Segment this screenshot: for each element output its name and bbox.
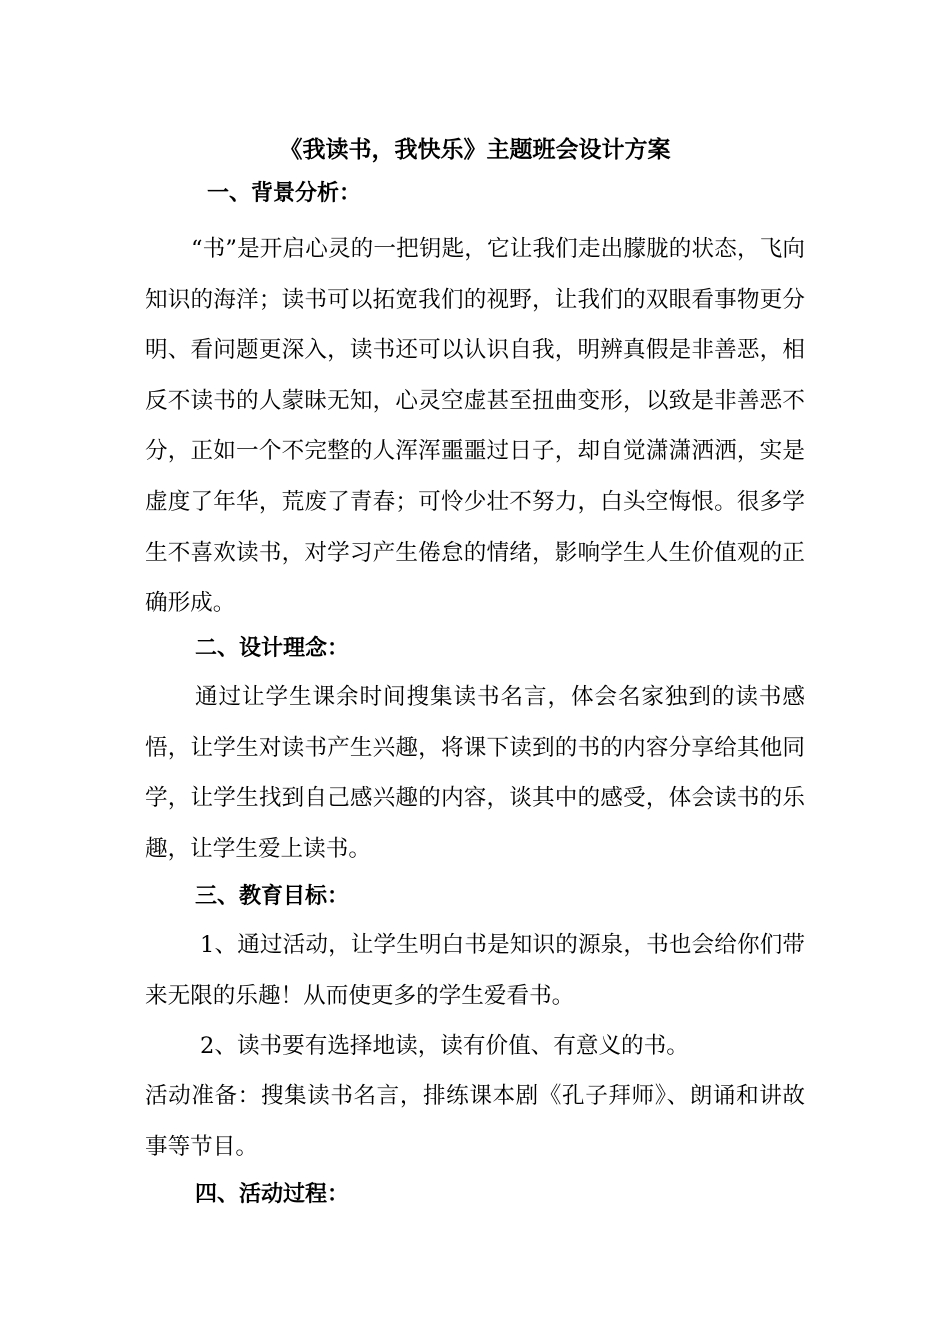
goal-item-1: 1、通过活动，让学生明白书是知识的源泉，书也会给你们带来无限的乐趣！从而使更多的学生爱看书。 (145, 932, 805, 1009)
section-heading-design-concept: 二、设计理念： (195, 636, 350, 661)
section-heading-activity-process: 四、活动过程： (195, 1182, 350, 1207)
goal-item-2: 2、读书要有选择地读，读有价值、有意义的书。 (200, 1033, 689, 1059)
section-heading-background: 一、背景分析： (207, 181, 362, 206)
paragraph-design-concept: 通过让学生课余时间搜集读书名言，体会名家独到的读书感悟，让学生对读书产生兴趣，将课下读到的书的内容分享给其他同学，让学生找到自己感兴趣的内容，谈其中的感受，体会读书的乐趣，让学生爱上读书。 (145, 684, 805, 862)
paragraph-background: “书”是开启心灵的一把钥匙，它让我们走出朦胧的状态，飞向知识的海洋；读书可以拓宽我们的视野，让我们的双眼看事物更分明、看问题更深入，读书还可以认识自我，明辨真假是非善恶，相反不读书的人蒙昧无知，心灵空虚甚至扭曲变形，以致是非善恶不分，正如一个不完整的人浑浑噩噩过日子，却自觉潇潇洒洒，实是虚度了年华，荒废了青春；可怜少壮不努力，白头空悔恨。很多学生不喜欢读书，对学习产生倦怠的情绪，影响学生人生价值观的正确形成。 (145, 236, 805, 617)
document-title: 《我读书，我快乐》主题班会设计方案 (279, 137, 671, 163)
activity-preparation: 活动准备：搜集读书名言，排练课本剧《孔子拜师》、朗诵和讲故事等节目。 (145, 1083, 805, 1160)
section-heading-education-goals: 三、教育目标： (195, 884, 350, 909)
